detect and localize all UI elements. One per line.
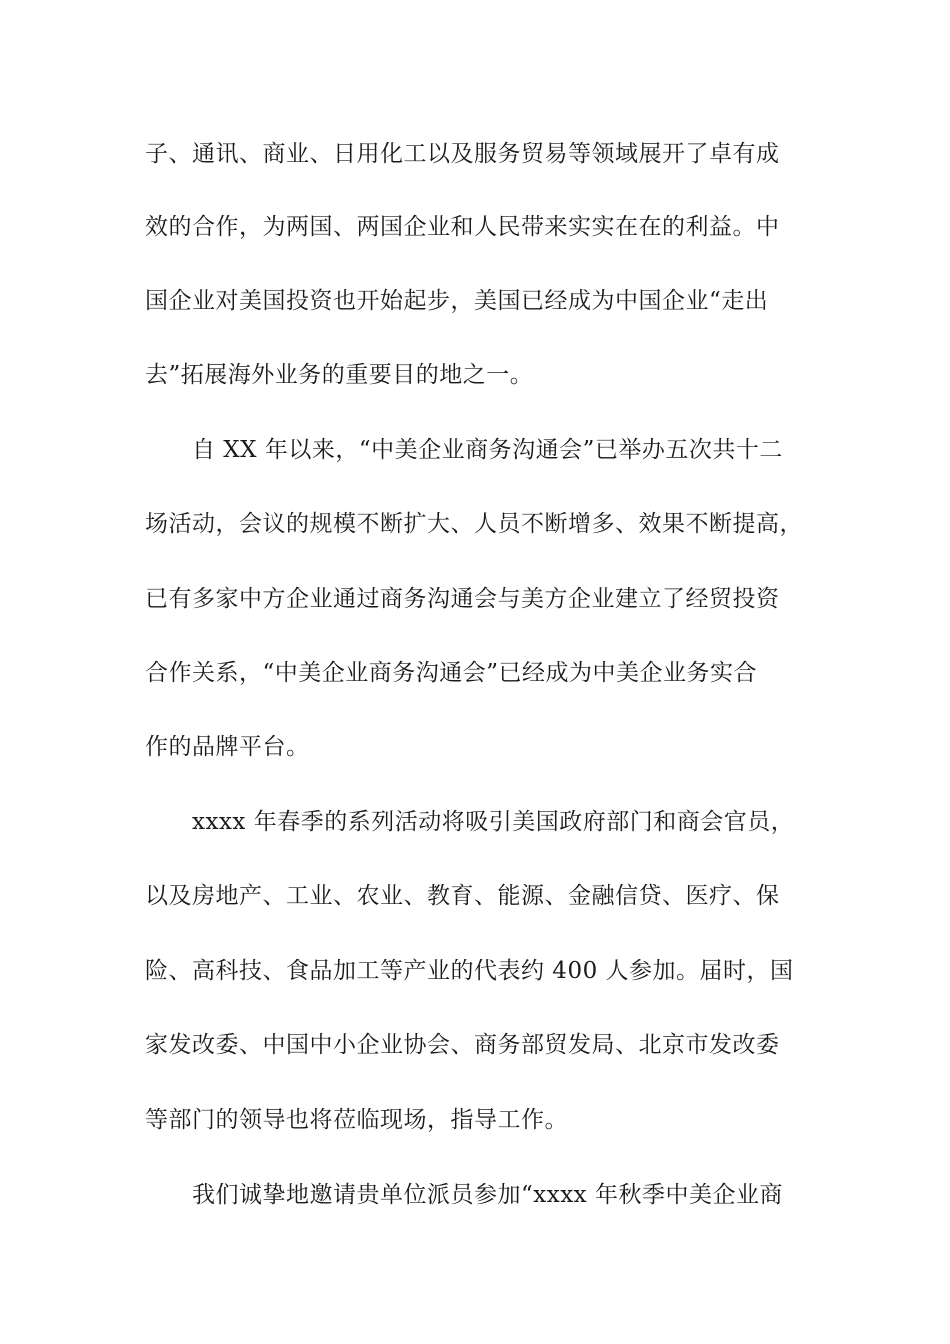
- text-line: 已有多家中方企业通过商务沟通会与美方企业建立了经贸投资: [145, 586, 780, 612]
- text-line: 我们诚挚地邀请贵单位派员参加“xxxx 年秋季中美企业商: [192, 1182, 783, 1208]
- text-line: 合作关系，“中美企业商务沟通会”已经成为中美企业务实合: [145, 660, 758, 686]
- text-line: 险、高科技、食品加工等产业的代表约 400 人参加。届时，国: [145, 958, 794, 984]
- text-line: xxxx 年春季的系列活动将吸引美国政府部门和商会官员，: [192, 809, 795, 835]
- text-line: 场活动，会议的规模不断扩大、人员不断增多、效果不断提高，: [145, 511, 803, 537]
- text-line: 去”拓展海外业务的重要目的地之一。: [145, 362, 534, 388]
- text-line: 以及房地产、工业、农业、教育、能源、金融信贷、医疗、保: [145, 883, 780, 909]
- text-line: 自 XX 年以来，“中美企业商务沟通会”已举办五次共十二: [192, 437, 783, 463]
- text-line: 效的合作，为两国、两国企业和人民带来实实在在的利益。中: [145, 214, 780, 240]
- text-line: 作的品牌平台。: [145, 734, 310, 760]
- text-line: 子、通讯、商业、日用化工以及服务贸易等领域展开了卓有成: [145, 141, 780, 167]
- text-line: 等部门的领导也将莅临现场，指导工作。: [145, 1107, 568, 1133]
- text-line: 国企业对美国投资也开始起步，美国已经成为中国企业“走出: [145, 288, 769, 314]
- text-line: 家发改委、中国中小企业协会、商务部贸发局、北京市发改委: [145, 1032, 780, 1058]
